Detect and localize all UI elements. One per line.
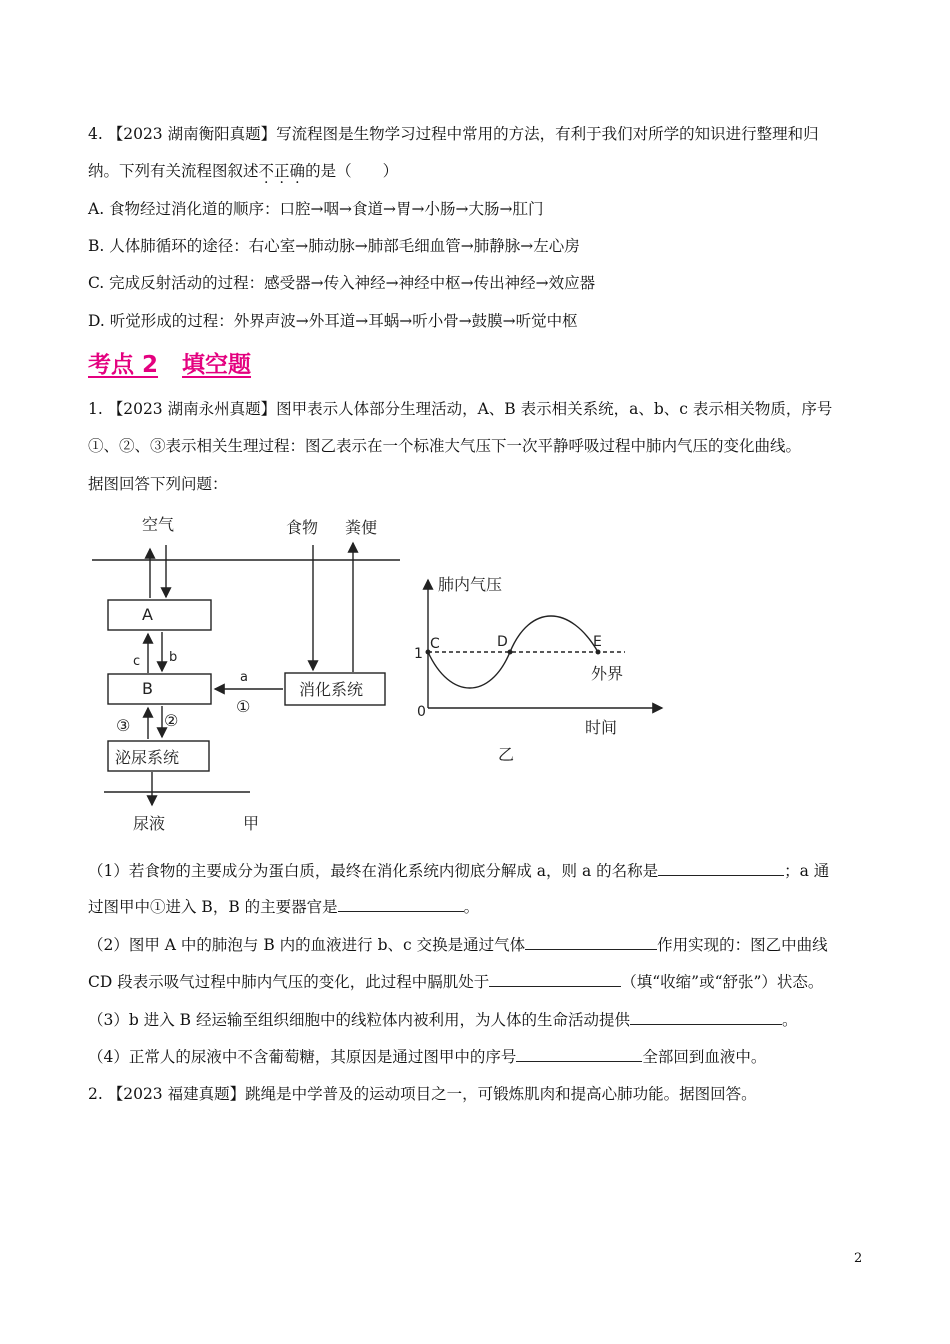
q4-option-d: D. 听觉形成的过程：外界声波→外耳道→耳蜗→听小骨→鼓膜→听觉中枢 <box>88 312 578 330</box>
yi-label-c: C <box>430 636 440 652</box>
jia-label-feces: 粪便 <box>345 518 378 537</box>
q1-intro-line1: 1. 【2023 湖南永州真题】图甲表示人体部分生理活动，A、B 表示相关系统，a、b、c 表示相关物质，序号 <box>88 400 833 418</box>
q1-sub1-line1 <box>88 859 829 881</box>
q1-sub1-text-d: 。 <box>463 898 480 916</box>
q4-stem-line2-post: 的是（ ） <box>305 162 399 180</box>
q1-sub3-text-a: （3）b 进入 B 经运输至组织细胞中的线粒体内被利用，为人体的生命活动提供 <box>88 1011 630 1029</box>
q1-sub3-line <box>88 1008 797 1030</box>
q1-sub2-line1 <box>88 933 828 955</box>
q4-dotted-char: 正 <box>274 162 290 180</box>
yi-ylabel: 肺内气压 <box>438 575 503 594</box>
page-number: 2 <box>854 1251 863 1266</box>
q1-sub1-blank1[interactable] <box>658 861 784 876</box>
q4-dotted-char: 不 <box>258 162 275 180</box>
q1-sub4-blank[interactable] <box>516 1047 642 1062</box>
jia-label-digestive: 消化系统 <box>299 680 364 699</box>
jia-label-urine: 尿液 <box>133 814 166 833</box>
q1-sub2-line2 <box>88 970 823 992</box>
q4-option-b: B. 人体肺循环的途径：右心室→肺动脉→肺部毛细血管→肺静脉→左心房 <box>88 237 580 255</box>
q2-intro: 2. 【2023 福建真题】跳绳是中学普及的运动项目之一，可锻炼肌肉和提高心肺功能。据图回答。 <box>88 1085 757 1103</box>
q1-sub4-text-a: （4）正常人的尿液中不含葡萄糖，其原因是通过图甲中的序号 <box>88 1048 517 1066</box>
section-title: 填空题 <box>182 352 252 378</box>
jia-label-a: a <box>240 670 248 685</box>
jia-label-c: c <box>133 654 141 669</box>
jia-label-n2: ② <box>164 711 179 730</box>
jia-label-food: 食物 <box>286 518 319 537</box>
q1-sub2-text-d: （填“收缩”或“舒张”）状态。 <box>621 973 824 991</box>
q1-sub1-blank2[interactable] <box>338 897 464 912</box>
yi-point-d <box>508 650 513 655</box>
q1-sub1-text-b: ；a 通 <box>784 862 830 880</box>
q1-sub1-text-a: （1）若食物的主要成分为蛋白质，最终在消化系统内彻底分解成 a，则 a 的名称是 <box>88 862 659 880</box>
yi-xlabel: 时间 <box>585 718 618 737</box>
jia-box-a <box>108 600 211 630</box>
q4-option-a: A. 食物经过消化道的顺序：口腔→咽→食道→胃→小肠→大肠→肛门 <box>88 200 544 218</box>
q1-intro-line2: ①、②、③表示相关生理过程：图乙表示在一个标准大气压下一次平静呼吸过程中肺内气压的变化曲线。 <box>88 437 802 455</box>
q4-dotted-char: 确 <box>289 162 306 180</box>
jia-label-air: 空气 <box>142 515 175 534</box>
q1-intro-line3: 据图回答下列问题： <box>88 475 228 493</box>
yi-label-d: D <box>497 634 508 650</box>
yi-caption: 乙 <box>498 745 515 764</box>
yi-label-e: E <box>593 634 602 650</box>
q1-sub2-text-a: （2）图甲 A 中的肺泡与 B 内的血液进行 b、c 交换是通过气体 <box>88 936 526 954</box>
q4-option-c: C. 完成反射活动的过程：感受器→传入神经→神经中枢→传出神经→效应器 <box>88 274 596 292</box>
yi-label-one: 1 <box>414 646 423 662</box>
yi-point-e <box>596 650 601 655</box>
jia-label-b-box: B <box>142 679 153 698</box>
jia-box-b <box>108 674 211 704</box>
q1-sub2-text-c: CD 段表示吸气过程中肺内气压的变化，此过程中膈肌处于 <box>88 973 490 991</box>
yi-label-outside: 外界 <box>591 664 624 683</box>
diagram-yi <box>414 575 662 764</box>
jia-label-n3: ③ <box>116 716 131 735</box>
q1-sub1-line2 <box>88 895 479 917</box>
q1-sub4-text-b: 全部回到血液中。 <box>642 1048 767 1066</box>
yi-label-origin: 0 <box>417 704 426 720</box>
jia-label-b: b <box>169 650 178 665</box>
q1-sub2-text-b: 作用实现的：图乙中曲线 <box>657 936 828 954</box>
q1-sub3-text-b: 。 <box>781 1011 798 1029</box>
jia-label-n1: ① <box>236 697 251 716</box>
q1-sub2-blank1[interactable] <box>525 935 657 950</box>
q1-sub4-line <box>88 1045 766 1067</box>
q1-sub2-blank2[interactable] <box>489 972 621 987</box>
section-label: 考点 2 <box>88 352 159 378</box>
q1-sub1-text-c: 过图甲中①进入 B，B 的主要器官是 <box>88 898 338 916</box>
q4-stem-line1: 4. 【2023 湖南衡阳真题】写流程图是生物学习过程中常用的方法，有利于我们对所学的知识进行整理和归 <box>88 125 819 143</box>
q1-sub3-blank[interactable] <box>630 1010 782 1025</box>
jia-caption: 甲 <box>243 814 260 833</box>
q4-stem-line2-pre: 纳。下列有关流程图叙述 <box>88 162 259 180</box>
jia-label-urinary: 泌尿系统 <box>115 748 180 767</box>
jia-label-a-box: A <box>142 605 153 624</box>
